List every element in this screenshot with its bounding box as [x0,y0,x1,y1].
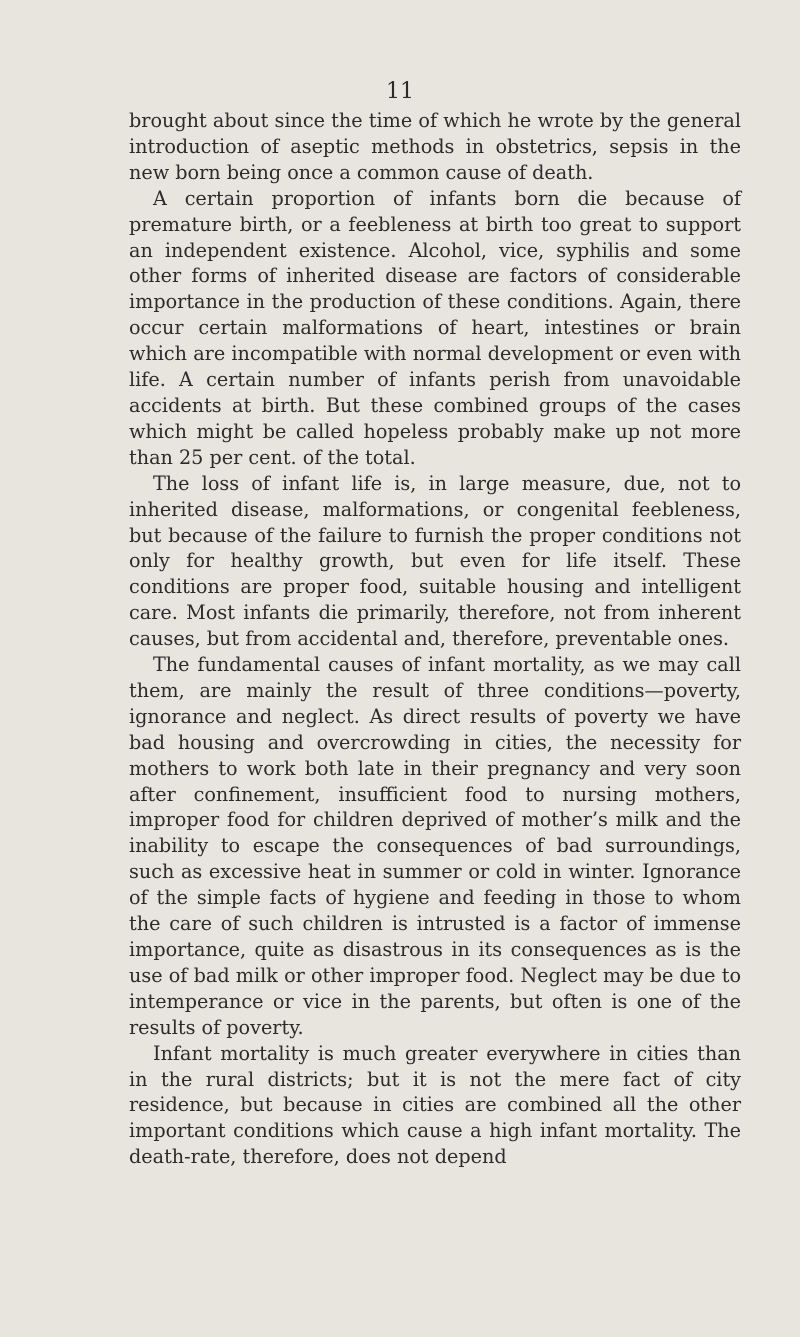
paragraph-loss-of-infant-life: The loss of infant life is, in large measure, due, not to inherited disease, malformations, or congenital feebleness, but because of the failure to furnish the proper conditions not only for healthy growth, but even for life itself. These conditions are proper food, suitable housing and intelligent care. Most infants die primarily, therefore, not from inherent causes, but from accidental and, therefore, preventable ones. [129,471,741,651]
page-body [129,108,741,1170]
paragraph-premature-birth: A certain proportion of infants born die because of premature birth, or a feebleness at birth too great to support an independent existence. Alcohol, vice, syphilis and some other forms of inherited disease are factors of considerable importance in the production of these conditions. Again, there occur certain malformations of heart, intestines or brain which are incompatible with normal development or even with life. A certain number of infants perish from unavoidable accidents at birth. But these combined groups of the cases which might be called hopeless probably make up not more than 25 per cent. of the total. [129,186,741,469]
page-number: 11 [386,79,414,104]
paragraph-continuation: brought about since the time of which he wrote by the general introduction of aseptic methods in obstetrics, sepsis in the new born being once a common cause of death. [129,109,741,184]
paragraph-city-mortality: Infant mortality is much greater everywhere in cities than in the rural districts; but it is not the mere fact of city residence, but because in cities are combined all the other important conditions which cause a high infant mortality. The death-rate, therefore, does not depend [129,1041,741,1169]
paragraph-fundamental-causes: The fundamental causes of infant mortality, as we may call them, are mainly the result of three conditions—poverty, ignorance and neglect. As direct results of poverty we have bad housing and overcrowding in cities, the necessity for mothers to work both late in their pregnancy and very soon after confinement, insufficient food to nursing mothers, improper food for children deprived of mother’s milk and the inability to escape the consequences of bad surroundings, such as excessive heat in summer or cold in winter. Ignorance of the simple facts of hygiene and feeding in those to whom the care of such children is intrusted is a factor of immense importance, quite as disastrous in its consequences as is the use of bad milk or other improper food. Neglect may be due to intemperance or vice in the parents, but often is one of the results of poverty. [129,653,741,1039]
